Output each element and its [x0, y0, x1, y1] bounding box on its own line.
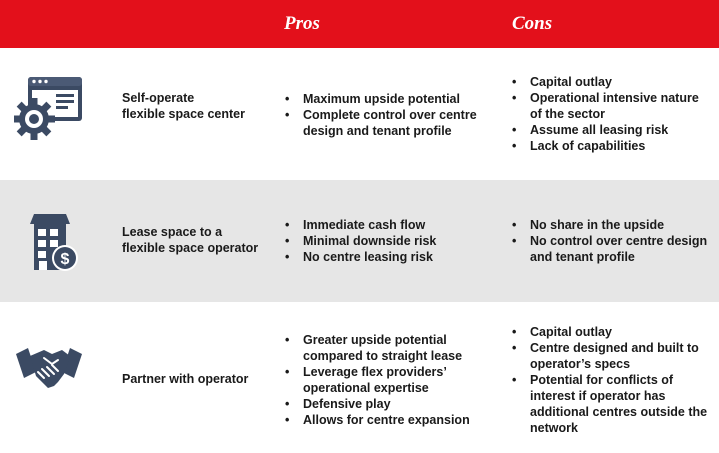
list-item: • Lack of capabilities: [512, 138, 712, 154]
row-lease-space: [0, 180, 719, 302]
list-item: • No share in the upside: [512, 217, 712, 233]
option-label: Partner with operator: [122, 372, 249, 386]
option-label: Self-operate flexible space center: [122, 91, 245, 121]
list-item: • Minimal downside risk: [285, 233, 500, 249]
list-item: • Maximum upside potential: [285, 91, 500, 107]
cons-list: [512, 217, 712, 265]
list-item: • Greater upside potential compared to straight lease: [285, 332, 500, 364]
cons-list: [512, 74, 712, 154]
table-header: [0, 0, 719, 48]
pros-list: [285, 91, 500, 139]
list-item: • Complete control over centre design and tenant profile: [285, 107, 500, 139]
row-self-operate: [0, 48, 719, 178]
pros-list: [285, 217, 500, 265]
cons-list: [512, 324, 712, 436]
list-item: • Potential for conflicts of interest if operator has additional centres outside the network: [512, 372, 712, 436]
list-item: • Defensive play: [285, 396, 500, 412]
list-item: • No centre leasing risk: [285, 249, 500, 265]
pros-heading: Pros: [284, 13, 320, 34]
list-item: • Centre designed and built to operator’s specs: [512, 340, 712, 372]
row-partner: [0, 304, 719, 453]
list-item: • Assume all leasing risk: [512, 122, 712, 138]
list-item: • Operational intensive nature of the sector: [512, 90, 712, 122]
list-item: • Capital outlay: [512, 324, 712, 340]
list-item: • Immediate cash flow: [285, 217, 500, 233]
list-item: • No control over centre design and tenant profile: [512, 233, 712, 265]
building-dollar-icon: [14, 206, 84, 276]
svg-text:$: $: [60, 251, 70, 268]
list-item: • Allows for centre expansion: [285, 412, 500, 428]
option-label: Lease space to a flexible space operator: [122, 225, 259, 255]
cons-heading: Cons: [512, 13, 553, 34]
browser-gear-icon: [14, 71, 84, 141]
list-item: • Leverage flex providers’ operational expertise: [285, 364, 500, 396]
list-item: • Capital outlay: [512, 74, 712, 90]
pros-list: [285, 332, 500, 428]
handshake-icon: [14, 334, 84, 404]
